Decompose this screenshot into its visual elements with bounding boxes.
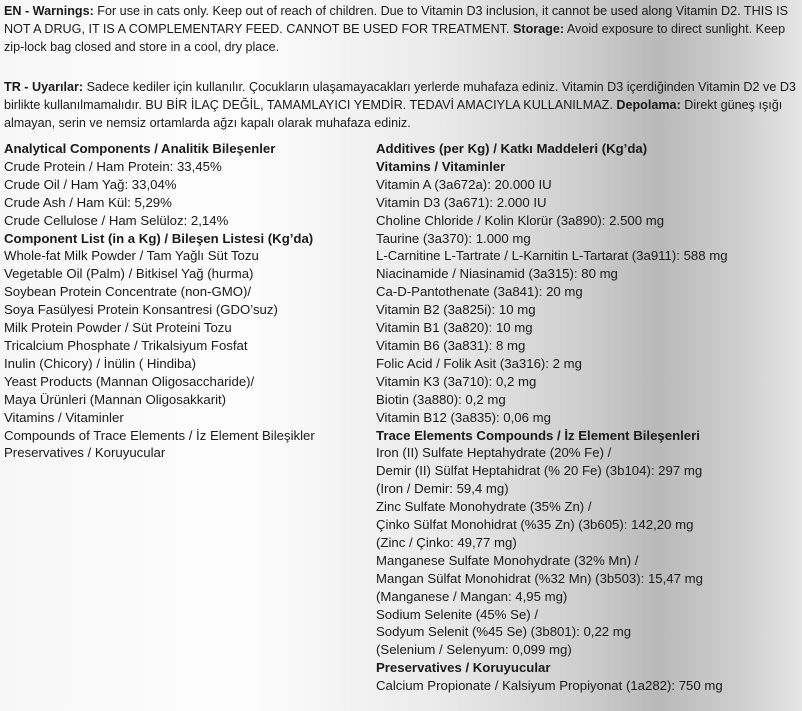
component-item: Milk Protein Powder / Süt Proteini Tozu (4, 320, 232, 336)
component-item: Vitamins / Vitaminler (4, 409, 124, 425)
trace-item: Iron (II) Sulfate Heptahydrate (20% Fe) / (376, 445, 612, 461)
vitamin-item: Vitamin D3 (3a671): 2.000 IU (376, 194, 547, 210)
trace-item: Demir (II) Sülfat Heptahidrat (% 20 Fe) (3b104): 297 mg (376, 463, 703, 479)
tr-warnings-label: TR - Uyarılar: (4, 80, 84, 94)
trace-item: Mangan Sülfat Monohidrat (%32 Mn) (3b503): 15,47 mg (376, 570, 703, 586)
component-item: Soya Fasülyesi Protein Konsantresi (GDO’suz) (4, 302, 278, 318)
en-warnings-text: For use in cats only. Keep out of reach of children. Due to Vitamin D3 inclusion, it cannot be used along Vitamin D2. THIS IS NOT A DRUG, IT IS A COMPLEMENTARY FEED. CANNOT BE USED FOR TREATMENT. (4, 4, 788, 36)
analytical-heading: Analytical Components / Analitik Bileşenler (4, 141, 276, 156)
vitamin-item: Choline Chloride / Kolin Klorür (3a890): 2.500 mg (376, 212, 665, 228)
en-warnings-label: EN - Warnings: (4, 4, 94, 18)
analytical-item: Crude Oil / Ham Yağ: 33,04% (4, 176, 177, 192)
trace-item: Zinc Sulfate Monohydrate (35% Zn) / (376, 499, 592, 515)
vitamin-item: Vitamin B1 (3a820): 10 mg (376, 320, 533, 336)
component-item: Compounds of Trace Elements / İz Element Bileşikler (4, 427, 315, 443)
tr-warning-paragraph (4, 78, 798, 132)
analytical-item: Crude Ash / Ham Kül: 5,29% (4, 194, 172, 210)
trace-item: Sodyum Selenit (%45 Se) (3b801): 0,22 mg (376, 624, 632, 640)
analytical-item: Crude Protein / Ham Protein: 33,45% (4, 158, 222, 174)
trace-heading: Trace Elements Compounds / İz Element Bileşenleri (376, 427, 700, 443)
preservatives-heading: Preservatives / Koruyucular (376, 660, 551, 676)
vitamin-item: Ca-D-Pantothenate (3a841): 20 mg (376, 284, 583, 300)
trace-item: (Zinc / Çinko: 49,77 mg) (376, 534, 517, 550)
trace-item: Sodium Selenite (45% Se) / (376, 606, 538, 622)
trace-item: (Manganese / Mangan: 4,95 mg) (376, 588, 568, 604)
component-item: Vegetable Oil (Palm) / Bitkisel Yağ (hurma) (4, 266, 254, 282)
component-item: Maya Ürünleri (Mannan Oligosakkarit) (4, 391, 227, 407)
tr-storage-text: Direkt güneş ışığı almayan, serin ve nemsiz ortamlarda ağzı kapalı olarak muhafaza ediniz. (4, 98, 783, 130)
vitamin-item: Niacinamide / Niasinamid (3a315): 80 mg (376, 266, 618, 282)
vitamin-item: Vitamin B12 (3a835): 0,06 mg (376, 409, 551, 425)
vitamin-item: Folic Acid / Folik Asit (3a316): 2 mg (376, 355, 582, 371)
component-item: Preservatives / Koruyucular (4, 445, 166, 461)
en-storage-label: Storage: (512, 22, 565, 36)
component-item: Inulin (Chicory) / İnülin ( Hindiba) (4, 355, 197, 371)
trace-item: (Iron / Demir: 59,4 mg) (376, 481, 509, 497)
vitamin-item: Biotin (3a880): 0,2 mg (376, 391, 506, 407)
preservative-item: Calcium Propionate / Kalsiyum Propiyonat (1a282): 750 mg (376, 678, 723, 694)
en-warning-paragraph (4, 2, 798, 56)
vitamins-heading: Vitamins / Vitaminler (376, 158, 506, 174)
vitamin-item: Vitamin A (3a672a): 20.000 IU (376, 176, 552, 192)
trace-item: Manganese Sulfate Monohydrate (32% Mn) / (376, 552, 639, 568)
component-item: Soybean Protein Concentrate (non-GMO)/ (4, 284, 252, 300)
tr-warnings-text: Sadece kediler için kullanılır. Çocukların ulaşamayacakları yerlerde muhafaza ediniz. Vitamin D3 içerdiğinden Vitamin D2 ve D3 birlikte kullanılmamalıdır. BU BİR İLAÇ DEĞİL, TAMAMLAYICI YEMDİR. TEDAVİ AMACIYLA KULLANILMAZ. (4, 80, 796, 112)
vitamin-item: Vitamin B6 (3a831): 8 mg (376, 337, 526, 353)
component-heading: Component List (in a Kg) / Bileşen Listesi (Kg’da) (4, 230, 314, 246)
vitamin-item: Vitamin K3 (3a710): 0,2 mg (376, 373, 537, 389)
vitamin-item: Taurine (3a370): 1.000 mg (376, 230, 531, 246)
vitamin-item: Vitamin B2 (3a825i): 10 mg (376, 302, 536, 318)
trace-item: (Selenium / Selenyum: 0,099 mg) (376, 642, 572, 658)
trace-item: Çinko Sülfat Monohidrat (%35 Zn) (3b605): 142,20 mg (376, 517, 694, 533)
en-storage-text: Avoid exposure to direct sunlight. Keep zip-lock bag closed and store in a cool, dry place. (4, 22, 786, 54)
vitamin-item: L-Carnitine L-Tartrate / L-Karnitin L-Tartarat (3a911): 588 mg (376, 248, 728, 264)
component-item: Yeast Products (Mannan Oligosaccharide)/ (4, 373, 255, 389)
tr-storage-label: Depolama: (616, 98, 681, 112)
right-column (376, 140, 798, 695)
analytical-item: Crude Cellulose / Ham Selüloz: 2,14% (4, 212, 229, 228)
left-column (4, 140, 369, 462)
additives-heading: Additives (per Kg) / Katkı Maddeleri (Kg’da) (376, 141, 648, 156)
component-item: Tricalcium Phosphate / Trikalsiyum Fosfat (4, 337, 248, 353)
component-item: Whole-fat Milk Powder / Tam Yağlı Süt Tozu (4, 248, 259, 264)
